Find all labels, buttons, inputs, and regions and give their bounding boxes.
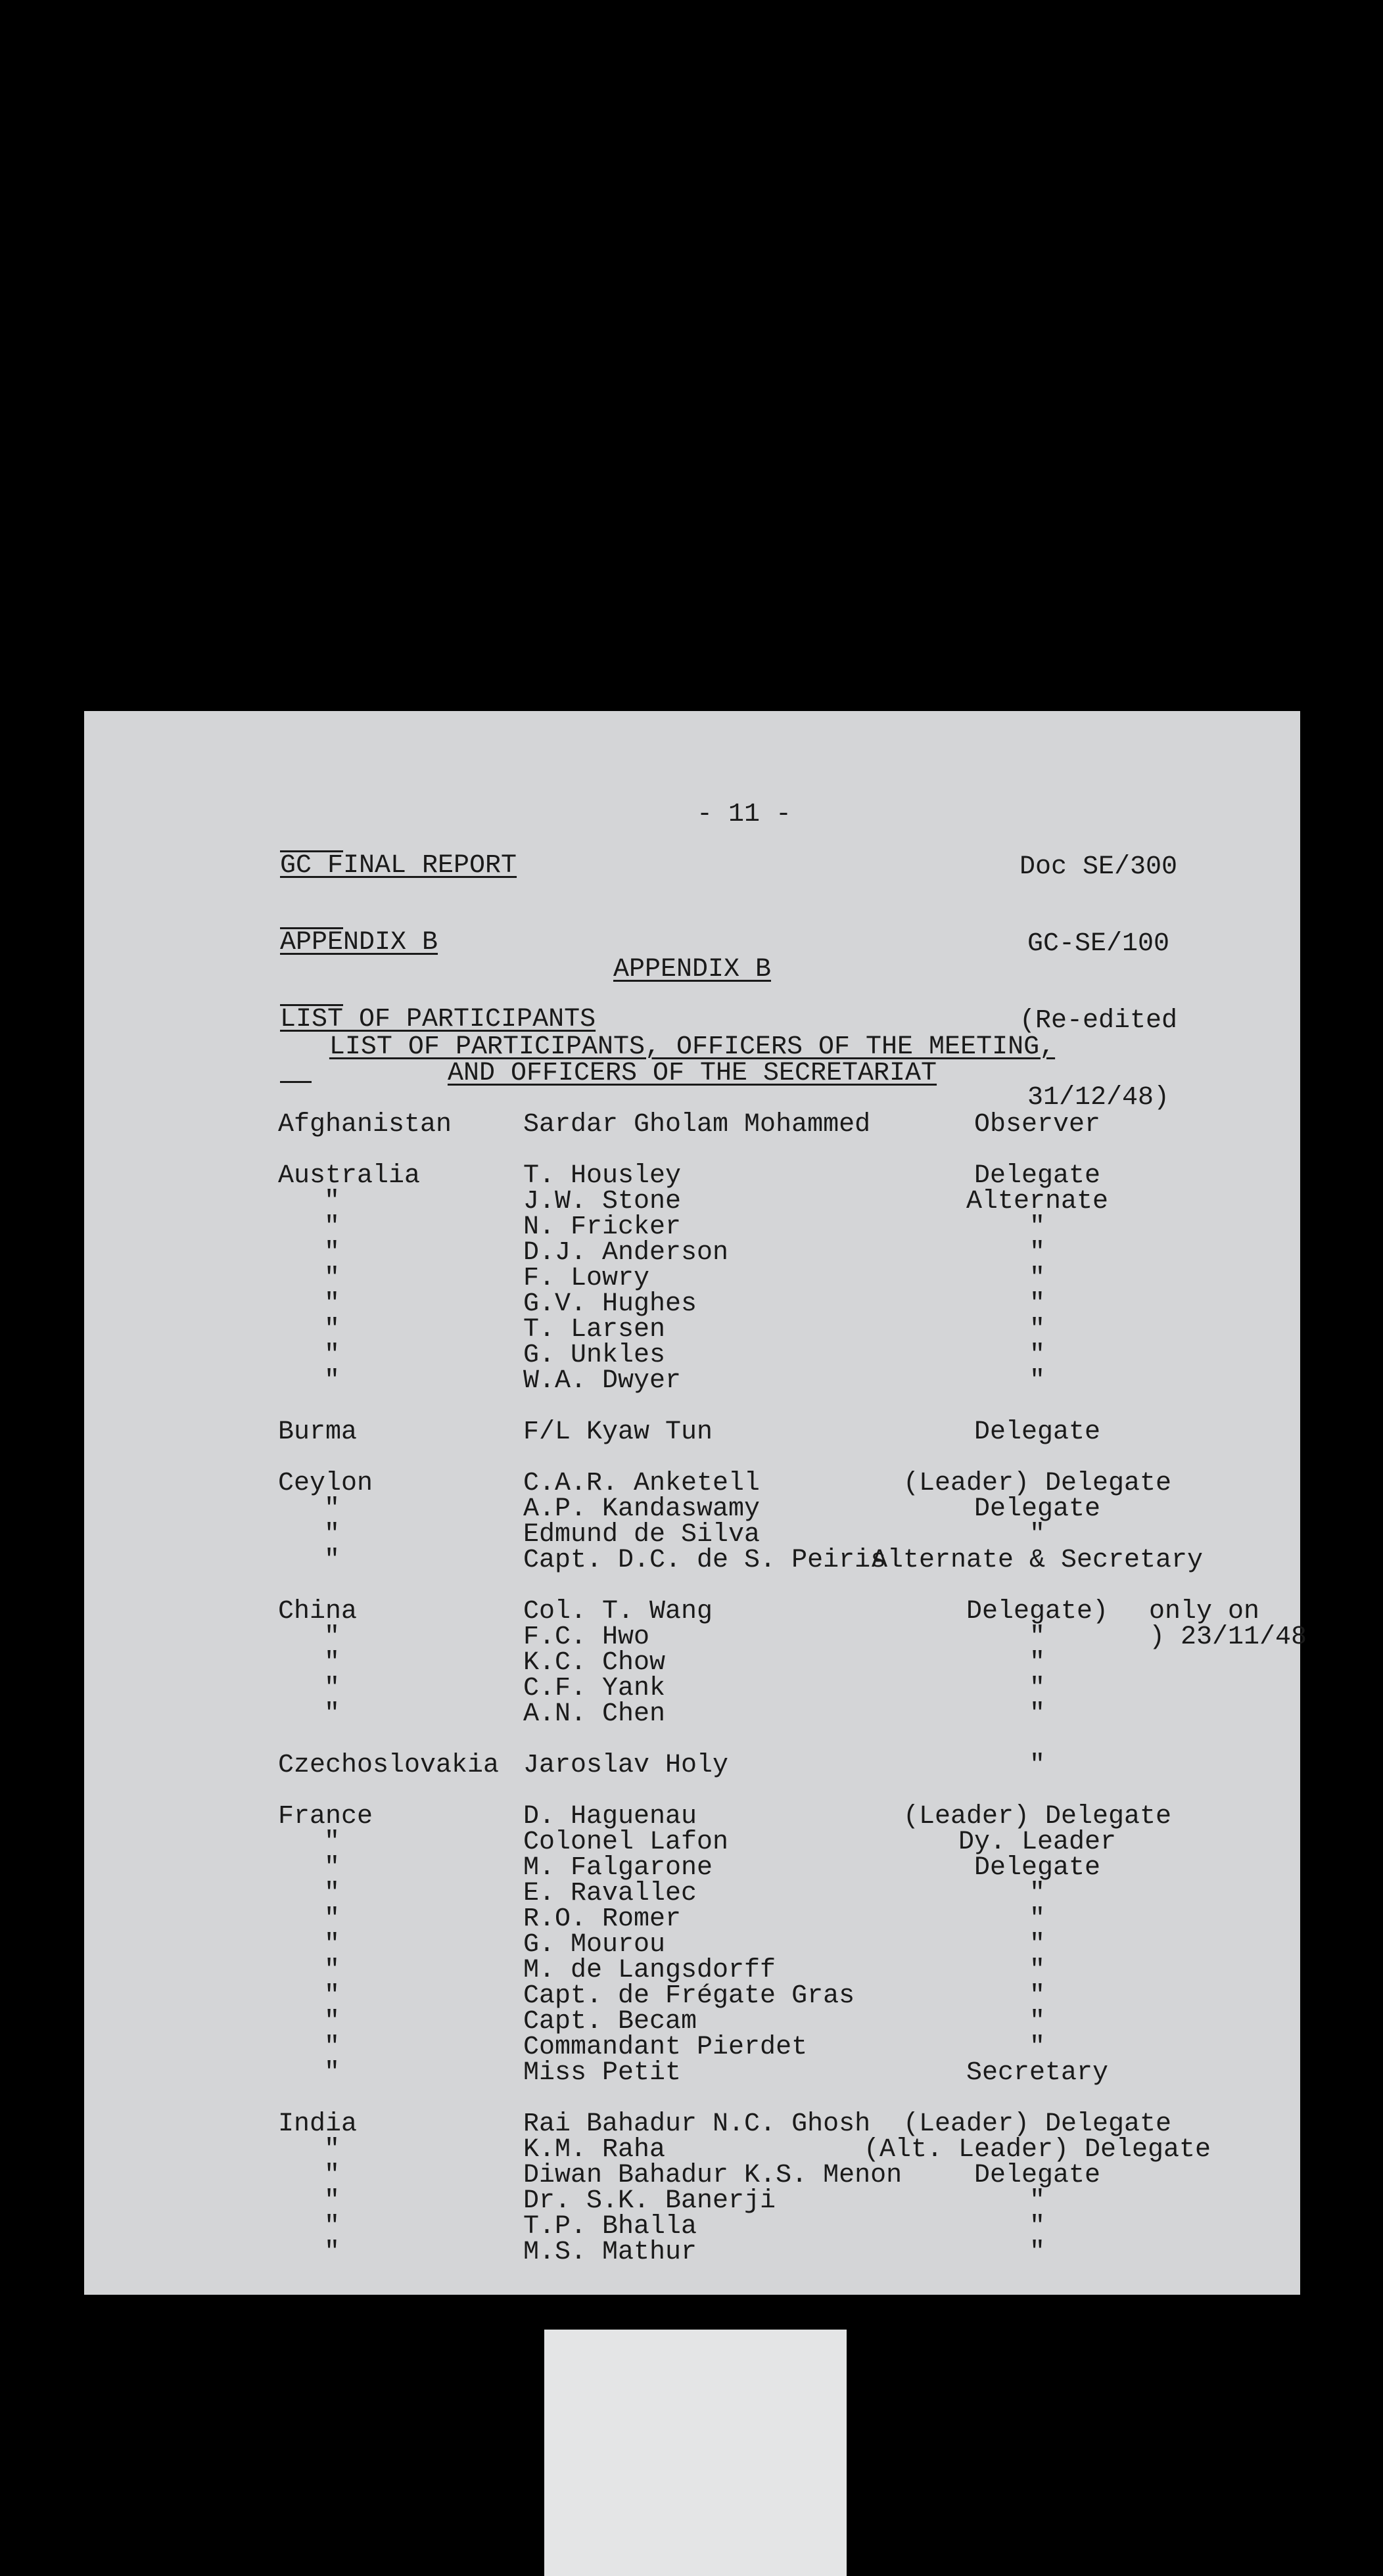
subtitle-line: LIST OF PARTICIPANTS, OFFICERS OF THE MEETING,: [329, 1032, 1056, 1062]
participant-row: [84, 1471, 1300, 1496]
participant-role: Secretary: [966, 2058, 1109, 2088]
participant-name: A.N. Chen: [523, 1699, 666, 1729]
participant-name: Sardar Gholam Mohammed: [523, 1110, 871, 1139]
participant-role: ": [1029, 1341, 1045, 1370]
participant-name: E. Ravallec: [523, 1879, 697, 1908]
participant-role: ": [1029, 1366, 1045, 1396]
ditto-mark: ": [324, 1264, 340, 1293]
participant-row: [84, 1496, 1300, 1522]
participant-row: [84, 1112, 1300, 1138]
header-right-line: 31/12/48): [1027, 1083, 1170, 1113]
participant-row: [84, 1650, 1300, 1676]
participant-name: Dr. S.K. Banerji: [523, 2186, 776, 2216]
country-group: [84, 1753, 1300, 1778]
participant-role: ": [1029, 1879, 1045, 1908]
ditto-mark: ": [324, 1674, 340, 1703]
participant-note: ) 23/11/48: [1149, 1622, 1307, 1652]
country-group: [84, 1804, 1300, 2086]
participant-name: Capt. Becam: [523, 2007, 697, 2036]
participant-name: M. de Langsdorff: [523, 1956, 776, 1985]
country-name: Ceylon: [278, 1469, 373, 1498]
participant-name: J.W. Stone: [523, 1187, 682, 1216]
ditto-mark: ": [324, 1315, 340, 1345]
participant-name: Capt. D.C. de S. Peiris: [523, 1546, 887, 1575]
participant-role: ": [1029, 1264, 1045, 1293]
blank-card: [544, 2330, 847, 2576]
participant-role: ": [1029, 1212, 1045, 1242]
participant-role: ": [1029, 1981, 1045, 2011]
participant-role: ": [1029, 1751, 1045, 1780]
participant-name: Col. T. Wang: [523, 1597, 713, 1626]
participant-role: Alternate & Secretary: [871, 1546, 1204, 1575]
ditto-mark: ": [324, 1956, 340, 1985]
participant-name: F.C. Hwo: [523, 1622, 650, 1652]
ditto-mark: ": [324, 1699, 340, 1729]
participant-role: Delegate: [973, 1417, 1101, 1447]
country-name: Burma: [278, 1417, 358, 1447]
ditto-mark: ": [324, 1238, 340, 1268]
participant-role: Delegate: [973, 1853, 1101, 1883]
participant-row: [84, 1599, 1300, 1624]
participant-name: C.F. Yank: [523, 1674, 666, 1703]
participant-name: T. Housley: [523, 1161, 682, 1191]
participant-role: ": [1029, 1904, 1045, 1934]
participant-name: D. Haguenau: [523, 1802, 697, 1831]
participant-name: Capt. de Frégate Gras: [523, 1981, 855, 2011]
participant-row: [84, 1622, 1307, 1652]
ditto-mark: ": [324, 2161, 340, 2190]
participant-role: ": [1029, 2186, 1045, 2216]
participant-role: ": [1029, 1238, 1045, 1268]
ditto-mark: ": [324, 1853, 340, 1883]
page-title-text: APPENDIX B: [613, 955, 772, 984]
participant-row: [84, 1548, 1300, 1573]
participant-role: Delegate: [973, 1494, 1101, 1524]
participant-role: Observer: [973, 1110, 1101, 1139]
participant-role: ": [1029, 2033, 1045, 2062]
ditto-mark: ": [324, 1366, 340, 1396]
participant-name: W.A. Dwyer: [523, 1366, 682, 1396]
participant-role: ": [1029, 1520, 1045, 1550]
participant-role: ": [1029, 1699, 1045, 1729]
country-group: [84, 1112, 1300, 1138]
participant-name: G. Mourou: [523, 1930, 666, 1960]
participant-row: [84, 1958, 1300, 1983]
participant-row: [84, 2060, 1300, 2086]
participant-row: [84, 1829, 1300, 1855]
participant-name: T. Larsen: [523, 1315, 666, 1345]
participant-name: Miss Petit: [523, 2058, 682, 2088]
participant-row: [84, 1291, 1300, 1317]
subtitle-line: AND OFFICERS OF THE SECRETARIAT: [447, 1059, 937, 1088]
page-subtitle: [84, 1034, 1300, 1087]
participant-row: [84, 1368, 1300, 1394]
ditto-mark: ": [324, 1341, 340, 1370]
participant-name: D.J. Anderson: [523, 1238, 729, 1268]
participant-name: Diwan Bahadur K.S. Menon: [523, 2161, 902, 2190]
participant-role: (Leader) Delegate: [902, 1469, 1172, 1498]
country-group: [84, 1419, 1300, 1445]
page-number: - 11 -: [697, 800, 792, 829]
participant-row: [84, 1163, 1300, 1189]
participant-row: [84, 2035, 1300, 2060]
participant-name: G.V. Hughes: [523, 1289, 697, 1319]
participant-role: ": [1029, 2212, 1045, 2242]
participant-row: [84, 1266, 1300, 1291]
participant-row: [84, 2163, 1300, 2188]
participant-role: ": [1029, 2238, 1045, 2267]
document-page: [84, 711, 1307, 2295]
ditto-mark: ": [324, 1212, 340, 1242]
ditto-mark: ": [324, 1648, 340, 1678]
participants-list: [84, 1110, 1307, 2291]
participant-name: T.P. Bhalla: [523, 2212, 697, 2242]
ditto-mark: ": [324, 1981, 340, 2011]
participant-role: (Leader) Delegate: [902, 1802, 1172, 1831]
participant-name: K.M. Raha: [523, 2135, 666, 2165]
participant-row: [84, 1881, 1300, 1906]
header-left-line: LIST OF PARTICIPANTS: [280, 1005, 596, 1034]
header-left-line: APPENDIX B: [280, 928, 438, 957]
participant-row: [84, 1343, 1300, 1368]
participant-row: [84, 1214, 1300, 1240]
ditto-mark: ": [324, 1879, 340, 1908]
participant-role: ": [1029, 1674, 1045, 1703]
participant-name: M. Falgarone: [523, 1853, 713, 1883]
country-name: Australia: [278, 1161, 421, 1191]
country-name: Czechoslovakia: [278, 1751, 500, 1780]
country-group: [84, 1597, 1307, 1729]
participant-row: [84, 2214, 1300, 2240]
header-right-line: (Re-edited: [1019, 1006, 1178, 1036]
ditto-mark: ": [324, 2186, 340, 2216]
participant-role: Delegate: [973, 1161, 1101, 1191]
participant-role: Alternate: [966, 1187, 1109, 1216]
participant-name: F. Lowry: [523, 1264, 650, 1293]
participant-row: [84, 1701, 1300, 1727]
participant-row: [84, 1240, 1300, 1266]
participant-row: [84, 1906, 1300, 1932]
participant-role: Delegate: [973, 2161, 1101, 2190]
ditto-mark: ": [324, 2033, 340, 2062]
participant-role: ": [1029, 2007, 1045, 2036]
country-name: Afghanistan: [278, 1110, 452, 1139]
header-left-line: GC FINAL REPORT: [280, 851, 517, 881]
participant-role: (Leader) Delegate: [902, 2109, 1172, 2139]
ditto-mark: ": [324, 1289, 340, 1319]
participant-name: M.S. Mathur: [523, 2238, 697, 2267]
participant-row: [84, 1804, 1300, 1829]
ditto-mark: ": [324, 2058, 340, 2088]
participant-role: ": [1029, 1648, 1045, 1678]
country-name: France: [278, 1802, 373, 1831]
ditto-mark: ": [324, 2135, 340, 2165]
header-right: [990, 803, 1207, 1162]
participant-row: [84, 1189, 1300, 1214]
participant-row: [84, 2009, 1300, 2035]
participant-name: Commandant Pierdet: [523, 2033, 808, 2062]
ditto-mark: ": [324, 1904, 340, 1934]
participant-row: [84, 1317, 1300, 1343]
participant-row: [84, 1522, 1300, 1548]
header-right-line: Doc SE/300: [1019, 852, 1178, 882]
participant-row: [84, 2240, 1300, 2265]
participant-row: [84, 1855, 1300, 1881]
participant-role: ": [1029, 1622, 1045, 1652]
country-group: [84, 1163, 1300, 1394]
participant-name: Jaroslav Holy: [523, 1751, 729, 1780]
ditto-mark: ": [324, 1187, 340, 1216]
participant-row: [84, 2188, 1300, 2214]
participant-row: [84, 2111, 1300, 2137]
participant-row: [84, 2137, 1300, 2163]
ditto-mark: ": [324, 1494, 340, 1524]
participant-name: N. Fricker: [523, 1212, 682, 1242]
participant-role: Delegate): [966, 1597, 1109, 1626]
country-group: [84, 2111, 1300, 2265]
participant-name: A.P. Kandaswamy: [523, 1494, 761, 1524]
country-name: China: [278, 1597, 358, 1626]
header-right-line: GC-SE/100: [1027, 929, 1170, 959]
participant-row: [84, 1753, 1300, 1778]
participant-role: ": [1029, 1315, 1045, 1345]
participant-row: [84, 1983, 1300, 2009]
participant-name: Rai Bahadur N.C. Ghosh: [523, 2109, 871, 2139]
participant-name: G. Unkles: [523, 1341, 666, 1370]
country-name: India: [278, 2109, 358, 2139]
participant-name: R.O. Romer: [523, 1904, 682, 1934]
page-title: [84, 957, 1300, 982]
participant-name: Edmund de Silva: [523, 1520, 761, 1550]
participant-name: C.A.R. Anketell: [523, 1469, 761, 1498]
participant-name: Colonel Lafon: [523, 1828, 729, 1857]
country-group: [84, 1471, 1300, 1573]
participant-role: Dy. Leader: [958, 1828, 1117, 1857]
participant-role: ": [1029, 1930, 1045, 1960]
participant-name: K.C. Chow: [523, 1648, 666, 1678]
ditto-mark: ": [324, 1930, 340, 1960]
ditto-mark: ": [324, 2238, 340, 2267]
participant-role: ": [1029, 1289, 1045, 1319]
participant-role: ": [1029, 1956, 1045, 1985]
ditto-mark: ": [324, 1622, 340, 1652]
ditto-mark: ": [324, 1546, 340, 1575]
participant-row: [84, 1676, 1300, 1701]
participant-row: [84, 1419, 1300, 1445]
ditto-mark: ": [324, 1520, 340, 1550]
ditto-mark: ": [324, 2007, 340, 2036]
participant-role: (Alt. Leader) Delegate: [863, 2135, 1211, 2165]
participant-note: only on: [1149, 1597, 1260, 1626]
ditto-mark: ": [324, 1828, 340, 1857]
ditto-mark: ": [324, 2212, 340, 2242]
participant-name: F/L Kyaw Tun: [523, 1417, 713, 1447]
participant-row: [84, 1932, 1300, 1958]
